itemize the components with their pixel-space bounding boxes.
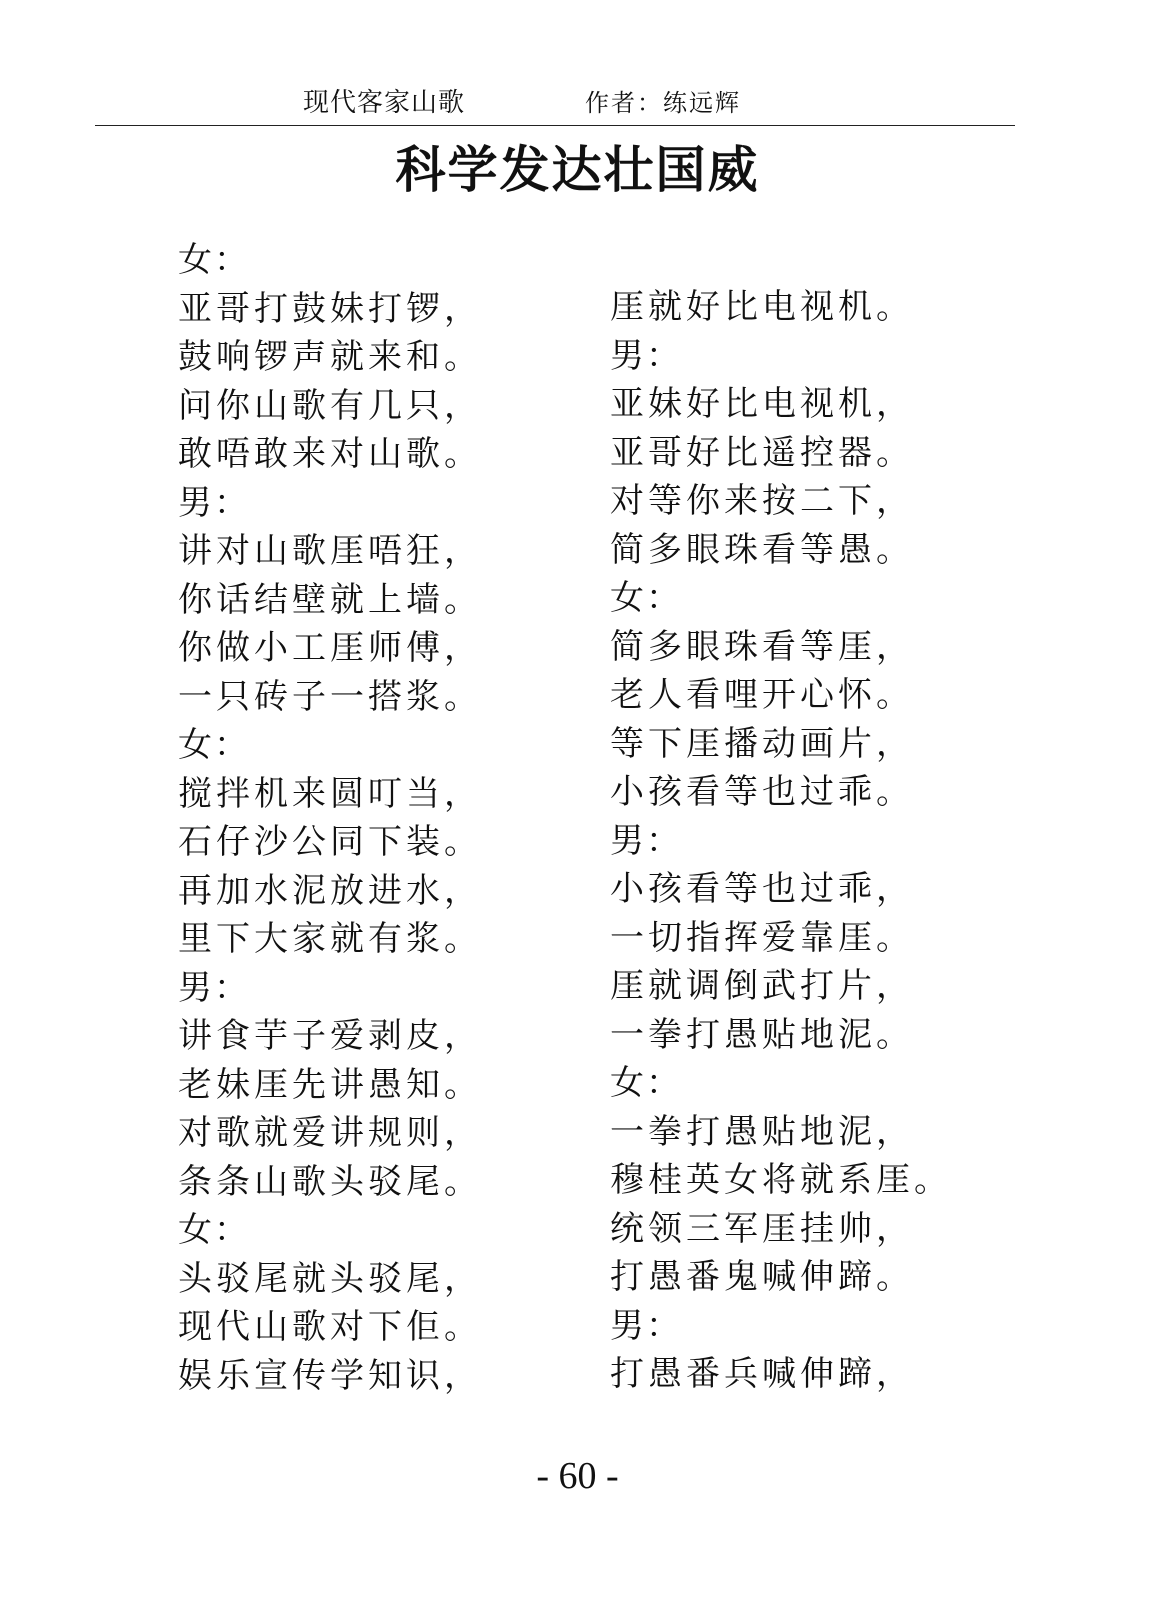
lyric-line: 亚哥好比遥控器。 bbox=[610, 432, 914, 473]
lyric-line: 讲对山歌厓唔狂， bbox=[178, 531, 482, 571]
lyric-line: 对歌就爱讲规则， bbox=[178, 1113, 482, 1153]
speaker-label: 女： bbox=[610, 1063, 682, 1103]
lyric-line: 问你山歌有几只， bbox=[178, 385, 482, 426]
speaker-label: 男： bbox=[178, 482, 250, 523]
lyric-line: 打愚番兵喊伸蹄， bbox=[610, 1354, 914, 1394]
speaker-label: 女： bbox=[178, 1210, 250, 1250]
lyric-line: 厓就好比电视机。 bbox=[610, 287, 914, 327]
lyric-line: 亚妹好比电视机， bbox=[610, 384, 914, 424]
lyric-line: 一只砖子一搭浆。 bbox=[178, 676, 482, 717]
lyric-line: 一拳打愚贴地泥。 bbox=[610, 1014, 914, 1055]
lyric-line: 老妹厓先讲愚知。 bbox=[178, 1064, 482, 1105]
page-number: - 60 - bbox=[536, 1455, 619, 1497]
right-column bbox=[610, 283, 952, 1399]
lyric-line: 打愚番鬼喊伸蹄。 bbox=[610, 1257, 914, 1297]
lyric-line: 厓就调倒武打片， bbox=[610, 966, 914, 1006]
lyric-line: 简多眼珠看等愚。 bbox=[610, 529, 914, 570]
author-label: 作者：练远辉 bbox=[585, 89, 741, 117]
lyric-line: 一切指挥爱靠厓。 bbox=[610, 917, 914, 958]
lyric-line: 等下厓播动画片， bbox=[610, 723, 914, 764]
speaker-label: 男： bbox=[610, 335, 682, 376]
lyric-line: 敢唔敢来对山歌。 bbox=[178, 434, 482, 474]
lyric-line: 老人看哩开心怀。 bbox=[610, 675, 914, 715]
lyric-line: 你做小工厓师傅， bbox=[178, 628, 482, 668]
speaker-label: 男： bbox=[178, 967, 250, 1008]
speaker-label: 女： bbox=[178, 240, 250, 280]
lyric-line: 讲食芋子爱剥皮， bbox=[178, 1016, 482, 1056]
lyric-line: 里下大家就有浆。 bbox=[178, 919, 482, 959]
lyric-line: 石仔沙公同下装。 bbox=[178, 822, 482, 862]
left-column bbox=[178, 236, 482, 1400]
lyric-line: 鼓响锣声就来和。 bbox=[178, 337, 482, 377]
lyric-line: 亚哥打鼓妹打锣， bbox=[178, 288, 482, 329]
lyric-line: 你话结壁就上墙。 bbox=[178, 579, 482, 620]
lyric-line: 娱乐宣传学知识， bbox=[178, 1355, 482, 1396]
running-header bbox=[0, 86, 1155, 122]
lyric-line: 再加水泥放进水， bbox=[178, 870, 482, 911]
book-title: 现代客家山歌 bbox=[303, 88, 466, 118]
lyric-line: 穆桂英女将就系厓。 bbox=[610, 1160, 952, 1200]
poem-title: 科学发达壮国威 bbox=[395, 141, 760, 199]
lyric-line: 简多眼珠看等厓， bbox=[610, 626, 914, 667]
speaker-label: 女： bbox=[610, 578, 682, 618]
lyric-line: 现代山歌对下佢。 bbox=[178, 1307, 482, 1347]
lyric-line: 对等你来按二下， bbox=[610, 481, 914, 521]
lyric-line: 统领三军厓挂帅， bbox=[610, 1208, 914, 1249]
lyric-line: 小孩看等也过乖。 bbox=[610, 772, 914, 812]
header-rule bbox=[95, 125, 1015, 126]
speaker-label: 男： bbox=[610, 820, 682, 861]
speaker-label: 男： bbox=[610, 1305, 682, 1346]
lyric-line: 小孩看等也过乖， bbox=[610, 869, 914, 909]
lyric-line: 搅拌机来圆叮当， bbox=[178, 773, 482, 814]
lyric-line: 一拳打愚贴地泥， bbox=[610, 1111, 914, 1152]
speaker-label: 女： bbox=[178, 725, 250, 765]
lyric-line: 条条山歌头驳尾。 bbox=[178, 1161, 482, 1202]
lyric-line: 头驳尾就头驳尾， bbox=[178, 1258, 482, 1299]
